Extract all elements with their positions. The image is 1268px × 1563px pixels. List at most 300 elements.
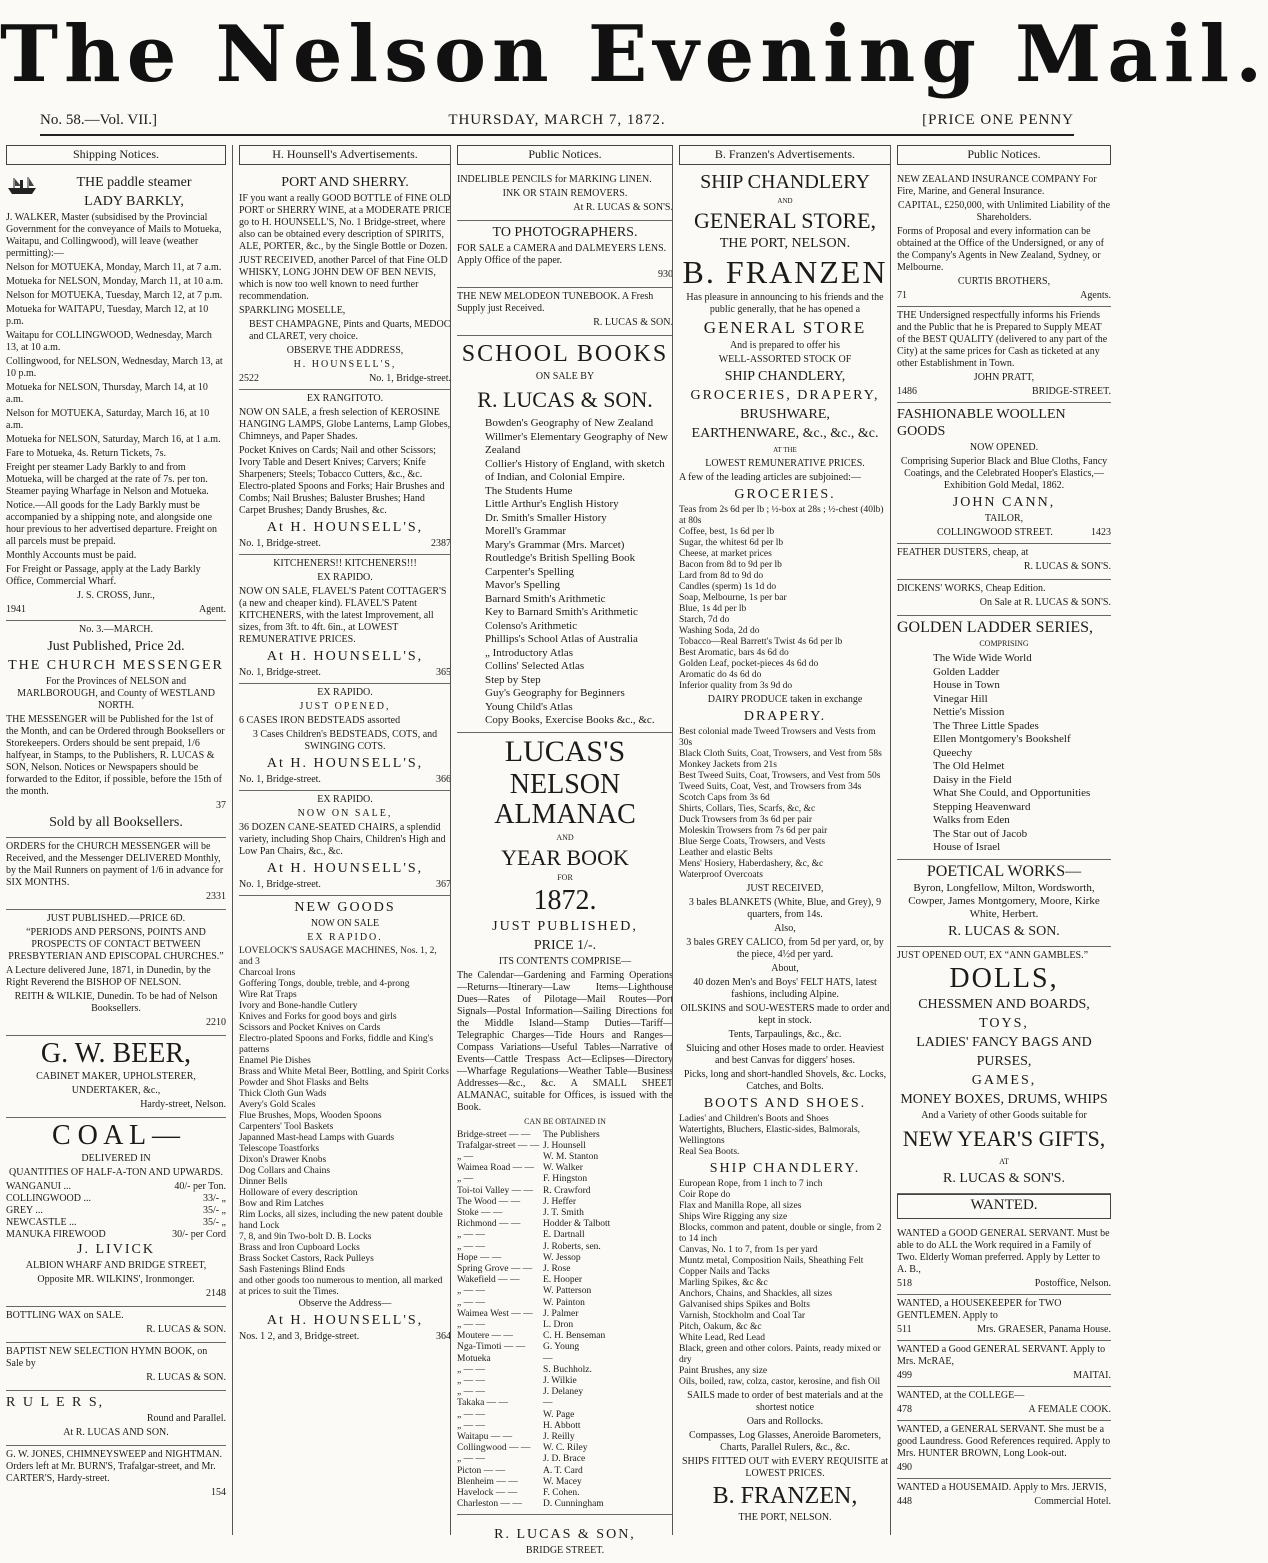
agent-name: W. Jessop bbox=[543, 1252, 581, 1263]
ad-title: GENERAL STORE bbox=[703, 318, 867, 337]
ad-line: 3 bales GREY CALICO, from 5d per yard, or, by the piece, 4½d per yard. bbox=[686, 937, 884, 960]
ad-body: INDELIBLE PENCILS for MARKING LINEN. bbox=[457, 174, 652, 185]
ad-number: 499 bbox=[897, 1369, 912, 1381]
ad-footer bbox=[897, 1278, 1111, 1290]
ad-title: SHIP CHANDLERY bbox=[700, 171, 870, 193]
ad-body: WANTED a Good GENERAL SERVANT. Apply to Mrs. McRAE, bbox=[897, 1343, 1106, 1367]
ad-line: JUST OPENED OUT, EX “ANN GAMBLES.” bbox=[897, 949, 1089, 961]
almanac-ad bbox=[457, 733, 673, 1516]
kitchener-ad bbox=[239, 555, 451, 684]
column-hounsell bbox=[232, 145, 451, 1535]
agent-name: G. Young bbox=[543, 1342, 580, 1353]
list-item: Carpenter's Spelling bbox=[485, 565, 575, 578]
list-item: Brass Socket Castors, Rack Pulleys bbox=[239, 1254, 374, 1264]
church-messenger-ad bbox=[6, 621, 226, 838]
ad-title: SCHOOL BOOKS bbox=[461, 341, 669, 367]
ad-body: BOTTLING WAX on SALE. bbox=[6, 1310, 124, 1321]
ad-line: GROCERIES, DRAPERY, bbox=[690, 388, 880, 403]
agent-name: J. Heffer bbox=[543, 1196, 577, 1207]
ad-line: A few of the leading articles are subjoined:— bbox=[679, 472, 861, 483]
list-item: Japanned Mast-head Lamps with Guards bbox=[239, 1133, 395, 1143]
agent-place: Trafalgar-street — — bbox=[457, 1140, 540, 1151]
ad-body: 36 DOZEN CANE-SEATED CHAIRS, a splendid variety, including Shop Chairs, Children's High and Low Pan Chairs, &c., &c. bbox=[239, 822, 446, 857]
ad-title: GOLDEN LADDER SERIES, bbox=[897, 619, 1093, 636]
list-item: Bow and Rim Latches bbox=[239, 1199, 324, 1209]
ad-body: Has pleasure in announcing to his friends and the public generally, that he has opened a bbox=[686, 292, 884, 315]
coal-price: 35/- „ bbox=[202, 1217, 226, 1228]
list-item: Flue Brushes, Mops, Wooden Spoons bbox=[239, 1111, 382, 1121]
agent-name: E. Dartnall bbox=[543, 1230, 585, 1241]
ad-number: 365 bbox=[436, 667, 451, 678]
ad-number: 448 bbox=[897, 1495, 912, 1507]
ad-title: JUST OPENED, bbox=[299, 701, 391, 712]
list-item: Routledge's British Spelling Book bbox=[485, 552, 636, 564]
list-item: Holloware of every description bbox=[239, 1188, 358, 1198]
list-item: Scissors and Pocket Knives on Cards bbox=[239, 1023, 381, 1033]
list-item: The Wide Wide World bbox=[933, 652, 1032, 664]
ad-body: CAPITAL, £250,000, with Unlimited Liability of the Shareholders. bbox=[897, 200, 1111, 223]
agent-place: „ — — bbox=[457, 1230, 485, 1241]
ad-title: NELSON ALMANAC bbox=[494, 768, 636, 830]
ad-body: The Calendar—Gardening and Farming Operations—Returns—Itinerary—Law Items—Lighthouse Dues—Rates of Pilotage—Mail Routes—Port Signals—Postal Information—Sailing Directions for the Middle Island—Stamp Duties—Tariff—Telegraphic Charges—Tide Hours and Ranges—Compass Variations—Useful Tables—Narrative of Events—Cattle Trespass Act—Eclipses—Directory—Wharfage Regulations—Weather Table—Business Addresses—&c., &c. A SMALL SHEET ALMANAC, suitable for Offices, is issued with the Book. bbox=[457, 969, 673, 1113]
ad-line: EARTHENWARE, &c., &c., &c. bbox=[691, 426, 879, 441]
ad-line: Nelson for MOTUEKA, Monday, March 11, at 7 a.m. bbox=[6, 262, 222, 273]
coal-type: GREY ... bbox=[6, 1205, 43, 1216]
ad-line: AT THE bbox=[773, 446, 797, 454]
coal-price: 30/- per Cord bbox=[172, 1229, 226, 1240]
wax-ad bbox=[6, 1307, 226, 1343]
ad-line: Picks, long and short-handled Shovels, &c. Locks, Catches, and Bolts. bbox=[683, 1069, 887, 1092]
list-item: Charcoal Irons bbox=[239, 968, 296, 978]
ad-line: SHIP CHANDLERY, bbox=[724, 369, 846, 384]
ad-address: No. 1, Bridge-street. bbox=[239, 667, 321, 678]
ad-title: TO PHOTOGRAPHERS. bbox=[492, 225, 638, 240]
ad-line: CABINET MAKER, UPHOLSTERER, bbox=[36, 1071, 196, 1082]
ad-line: EX RANGITOTO. bbox=[306, 393, 384, 404]
golden-ladder-ad bbox=[897, 616, 1111, 860]
ad-role: Agent. bbox=[199, 604, 226, 615]
list-item: Carpenters' Tool Baskets bbox=[239, 1122, 334, 1132]
ad-address: BRIDGE-STREET. bbox=[1032, 386, 1111, 397]
agent-name: W. Macey bbox=[543, 1476, 582, 1487]
ad-line: TAILOR, bbox=[984, 513, 1024, 524]
ad-footer bbox=[897, 1496, 1111, 1508]
list-item: Queechy bbox=[933, 746, 973, 759]
pencils-ad bbox=[457, 171, 673, 221]
ad-tail: Commercial Hotel. bbox=[1034, 1495, 1111, 1507]
agent-place: „ — — bbox=[457, 1420, 485, 1431]
agent-name: S. Buchholz. bbox=[543, 1364, 592, 1375]
list-item: The Students Hume bbox=[485, 484, 573, 497]
wanted-list bbox=[897, 1225, 1111, 1512]
issue-price: [PRICE ONE PENNY bbox=[922, 112, 1074, 128]
drapery-list: Best colonial made Tweed Trowsers and Vests from 30s Black Cloth Suits, Coat, Trowsers, and Vest from 58s Monkey Jackets from 21s Best Tweed Suits, Coat, Trowsers, and Vest from 50s Tweed Suits, Coat, Vest, and Trowsers from 34s Scotch Caps from 3s 6d Shirts, Collars, Ties, Scarfs, &c, &c Duck Trowsers from 3s 6d per pair Moleskin Trowsers from 7s 6d per pair Blue Serge Coats, Trowsers, and Vests Leather and elastic Belts Mens' Hosiery, Haberdashery, &c, &c Waterproof Overcoats bbox=[679, 727, 882, 880]
ad-line: For Freight or Passage, apply at the Lady Barkly Office, Commercial Wharf. bbox=[6, 564, 201, 587]
ad-line: Sluicing and other Hoses made to order. Heaviest and best Canvas for diggers' hoses. bbox=[686, 1043, 884, 1066]
franzen-name: B. FRANZEN bbox=[682, 254, 888, 290]
ad-role: Agents. bbox=[1080, 290, 1111, 301]
ad-line: Observe the Address— bbox=[298, 1298, 392, 1309]
agent-name: W. Walker bbox=[543, 1163, 583, 1174]
ad-line: About, bbox=[771, 963, 799, 974]
ad-body: ORDERS for the CHURCH MESSENGER will be Received, and the Messenger DELIVERED Monthly, by the Mail Runners on payment of 1/6 in advance for SIX MONTHS. bbox=[6, 841, 224, 888]
ad-line: NOW OPENED. bbox=[969, 442, 1039, 453]
agent-place: Stoke — — bbox=[457, 1207, 503, 1218]
coal-row bbox=[6, 1193, 226, 1205]
agent-name: J. Reilly bbox=[543, 1431, 575, 1442]
column-heading: B. Franzen's Advertisements. bbox=[679, 145, 891, 165]
ad-line: Motueka for NELSON, Thursday, March 14, at 10 a.m. bbox=[6, 382, 208, 405]
agent-name: J. Roberts, sen. bbox=[543, 1241, 601, 1252]
coal-price: 33/- „ bbox=[202, 1193, 226, 1204]
agent-place: „ — bbox=[457, 1174, 474, 1185]
agent-name: J. Delaney bbox=[543, 1387, 584, 1398]
ad-footer bbox=[897, 1370, 1111, 1382]
list-item: Collins' Selected Atlas bbox=[485, 660, 585, 672]
agent-place: Hope — — bbox=[457, 1252, 502, 1263]
ad-number: 367 bbox=[436, 879, 451, 890]
ad-sign: R. LUCAS & SON. bbox=[146, 1372, 226, 1383]
list-item: Electro-plated Spoons and Forks, fiddle and King's patterns bbox=[239, 1034, 434, 1055]
ad-address: Nos. 1 2, and 3, Bridge-street. bbox=[239, 1331, 360, 1342]
ad-title: DOLLS, bbox=[949, 962, 1059, 994]
list-item: Daisy in the Field bbox=[933, 773, 1012, 786]
ad-body: WANTED, a GENERAL SERVANT. She must be a good Laundress. Good References required. Apply to Mrs. HUNTER BROWN, Long Look-out. bbox=[897, 1423, 1111, 1459]
ad-address: No. 1, Bridge-street. bbox=[369, 373, 451, 384]
column-heading: Public Notices. bbox=[457, 145, 673, 165]
ad-address: COLLINGWOOD STREET. bbox=[937, 527, 1053, 538]
ad-sign: R. LUCAS & SON. bbox=[477, 387, 653, 412]
list-item: House in Town bbox=[933, 679, 1000, 691]
list-item: Stepping Heavenward bbox=[933, 800, 1031, 813]
ad-sign: At H. HOUNSELL'S, bbox=[266, 756, 424, 771]
melodeon-ad bbox=[457, 288, 673, 336]
list-item: Key to Barnard Smith's Arithmetic bbox=[485, 606, 638, 618]
dolls-ad bbox=[897, 947, 1111, 1194]
ad-line: No. 3.—MARCH. bbox=[79, 624, 153, 635]
school-books-ad bbox=[457, 336, 673, 733]
ad-number: 2522 bbox=[239, 373, 259, 384]
ad-sign: At H. HOUNSELL'S, bbox=[266, 649, 424, 664]
ad-line: Oars and Rollocks. bbox=[746, 1416, 824, 1427]
ad-body: WANTED a HOUSEMAID. Apply to Mrs. JERVIS, bbox=[897, 1481, 1107, 1493]
ad-body: DICKENS' WORKS, Cheap Edition. bbox=[897, 583, 1046, 594]
coal-row bbox=[6, 1229, 226, 1241]
ad-body: G. W. JONES, CHIMNEYSWEEP and NIGHTMAN. Orders left at Mr. BURN'S, Trafalgar-street, and Mr. CARTER'S, Hardy-street. bbox=[6, 1449, 223, 1484]
ad-number: 37 bbox=[216, 800, 226, 811]
agent-place: „ — — bbox=[457, 1319, 485, 1330]
list-item: Vinegar Hill bbox=[933, 692, 988, 705]
ad-line: OBSERVE THE ADDRESS, bbox=[286, 345, 404, 356]
ad-line: Notice.—All goods for the Lady Barkly must be accompanied by a shipping note, and alongside one hour previous to her advertised departure. Freight on all parcels must be prepaid. bbox=[6, 500, 218, 547]
agent-place: „ — — bbox=[457, 1409, 485, 1420]
list-item: Rim Locks, all sizes, including the new patent double hand Lock bbox=[239, 1210, 443, 1231]
ad-line: Compasses, Log Glasses, Aneroide Barometers, Charts, Parallel Rulers, &c., &c. bbox=[689, 1430, 881, 1453]
ad-line: UNDERTAKER, &c., bbox=[71, 1085, 161, 1096]
agent-name: J. D. Brace bbox=[543, 1454, 586, 1465]
ad-line: PRICE 1/-. bbox=[533, 937, 597, 953]
ad-sign: R. LUCAS & SON. bbox=[593, 317, 673, 328]
section-heading: BOOTS AND SHOES. bbox=[703, 1096, 867, 1111]
list-item: Brass and Iron Cupboard Locks bbox=[239, 1243, 360, 1253]
agent-name: The Publishers bbox=[543, 1129, 600, 1140]
agent-place: „ — — bbox=[457, 1241, 485, 1252]
agent-name: — bbox=[543, 1353, 553, 1364]
agent-name: W. Painton bbox=[543, 1297, 585, 1308]
list-item: Thick Cloth Gun Wads bbox=[239, 1089, 327, 1099]
ad-title: FASHIONABLE WOOLLEN GOODS bbox=[897, 407, 1066, 439]
ad-address: BRIDGE STREET. bbox=[525, 1545, 605, 1557]
ad-line: And a Variety of other Goods suitable for bbox=[921, 1109, 1087, 1121]
ad-line: WELL-ASSORTED STOCK OF bbox=[718, 354, 852, 365]
list-item: Telescope Toastforks bbox=[239, 1144, 320, 1154]
list-item: Young Child's Atlas bbox=[485, 700, 573, 713]
ad-line: And is prepared to offer his bbox=[729, 340, 841, 351]
ad-address: No. 1, Bridge-street. bbox=[239, 538, 321, 549]
ad-line: TOYS, bbox=[979, 1015, 1029, 1031]
list-item: Goffering Tongs, double, treble, and 4-prong bbox=[239, 979, 410, 989]
ad-body: FOR SALE a CAMERA and DALMEYERS LENS. Apply Office of the paper. bbox=[457, 243, 667, 266]
list-item: Dinner Bells bbox=[239, 1177, 288, 1187]
ad-body: IF you want a really GOOD BOTTLE of FINE OLD PORT or SHERRY WINE, at a MODERATE PRICE go to H. HOUNSELL'S, No. 1 Bridge-street, where also can be obtained every description of SPIRITS, ALE, PORTER, &c., by the Single Bottle or Dozen. bbox=[239, 193, 451, 252]
list-item: Mary's Grammar (Mrs. Marcet) bbox=[485, 538, 625, 551]
ad-line: DAIRY PRODUCE taken in exchange bbox=[707, 694, 863, 705]
bedsteads-ad bbox=[239, 684, 451, 791]
ad-line: NOW ON SALE bbox=[310, 918, 380, 929]
column-heading: Shipping Notices. bbox=[6, 145, 226, 165]
agent-place: Waimea West — — bbox=[457, 1308, 533, 1319]
boots-list: Ladies' and Children's Boots and Shoes Watertights, Bluchers, Elastic-sides, Balmorals, Wellingtons Real Sea Boots. bbox=[679, 1114, 861, 1157]
orders-ad bbox=[6, 838, 226, 910]
list-item: Collier's History of England, with sketch of Indian, and Colonial Empire. bbox=[485, 457, 665, 483]
list-item: Enamel Pie Dishes bbox=[239, 1056, 311, 1066]
jones-ad bbox=[6, 1446, 226, 1505]
ad-line: EX RAPIDO. bbox=[317, 572, 373, 583]
agent-place: Collingwood — — bbox=[457, 1443, 531, 1454]
agent-name: H. Abbott bbox=[543, 1420, 581, 1431]
feather-ad bbox=[897, 544, 1111, 580]
hymn-ad bbox=[6, 1343, 226, 1391]
agent-place: „ — — bbox=[457, 1286, 485, 1297]
agent-name: W. M. Stanton bbox=[543, 1151, 599, 1162]
agent-name: Hodder & Talbott bbox=[543, 1219, 611, 1230]
periods-ad bbox=[6, 910, 226, 1036]
agent-place: „ — — bbox=[457, 1454, 485, 1465]
list-item: The Three Little Spades bbox=[933, 719, 1039, 732]
ad-body: THE MESSENGER will be Published for the 1st of the Month, and can be Ordered through Booksellers or Storekeepers. Orders should be sent prepaid, 1/6 halfyear, in Stamps, to the Publishers, R. LUCAS & SON, Nelson. Notices or Newspapers should be forwarded to the Editor, if possible, before the 15th of the month. bbox=[6, 714, 225, 797]
section-heading: DRAPERY. bbox=[743, 709, 827, 724]
agent-place: Blenheim — — bbox=[457, 1476, 518, 1487]
agent-place: Bridge-street — — bbox=[457, 1129, 531, 1140]
ad-title: C O A L — bbox=[51, 1120, 181, 1151]
ad-line: ON SALE BY bbox=[535, 371, 595, 382]
rangitoto-ad bbox=[239, 390, 451, 555]
ad-sign: H. HOUNSELL'S, bbox=[293, 359, 397, 370]
coal-price: 40/- per Ton. bbox=[174, 1181, 226, 1192]
poetical-ad bbox=[897, 860, 1111, 947]
ad-title: THE CHURCH MESSENGER bbox=[8, 658, 224, 673]
coal-row bbox=[6, 1181, 226, 1193]
ad-line: Waitapu for COLLINGWOOD, Wednesday, March 13, at 10 a.m. bbox=[6, 330, 212, 353]
ad-line: Motueka for WAITAPU, Tuesday, March 12, at 10 p.m. bbox=[6, 304, 209, 327]
list-item: „ Introductory Atlas bbox=[485, 646, 573, 659]
wanted-ad bbox=[897, 1479, 1111, 1512]
agent-place: „ — — bbox=[457, 1375, 485, 1386]
ad-body: Comprising Superior Black and Blue Cloths, Fancy Coatings, and the Celebrated Hooper's Elastics,—Exhibition Gold Medal, 1862. bbox=[900, 456, 1108, 491]
coal-type: WANGANUI ... bbox=[6, 1181, 71, 1192]
ad-line: EX RAPIDO. bbox=[317, 687, 373, 698]
agent-name: R. Crawford bbox=[543, 1185, 591, 1196]
agent-place: Charleston — — bbox=[457, 1499, 522, 1510]
column-shipping bbox=[6, 145, 226, 1535]
ad-line: EX RAPIDO. bbox=[317, 794, 373, 805]
agent-name: W. Patterson bbox=[543, 1286, 592, 1297]
agent-place: „ — — bbox=[457, 1364, 485, 1375]
ad-number: 1486 bbox=[897, 386, 917, 397]
list-item: The Old Helmet bbox=[933, 760, 1005, 772]
ad-body: NOW ON SALE, a fresh selection of KEROSINE HANGING LAMPS, Globe Lanterns, Lamp Globes, Chimneys, and Paper Shades. bbox=[239, 407, 451, 442]
ad-line: Nelson for MOTUEKA, Saturday, March 16, at 10 a.m. bbox=[6, 408, 210, 431]
agent-place: Richmond — — bbox=[457, 1219, 521, 1230]
list-item: Bowden's Geography of New Zealand bbox=[485, 417, 654, 429]
ad-sign: At H. HOUNSELL'S, bbox=[266, 861, 424, 876]
ad-tail: A FEMALE COOK. bbox=[1028, 1403, 1111, 1415]
ad-line: Collingwood, for NELSON, Wednesday, March 13, at 10 p.m. bbox=[6, 356, 223, 379]
list-item: Dog Collars and Chains bbox=[239, 1166, 331, 1176]
ad-title: NOW ON SALE, bbox=[297, 808, 393, 819]
insurance-ad bbox=[897, 171, 1111, 307]
ad-line: LOWEST REMUNERATIVE PRICES. bbox=[705, 458, 865, 469]
ad-body: 6 CASES IRON BEDSTEADS assorted bbox=[239, 715, 401, 726]
ad-sign: On Sale at R. LUCAS & SON'S. bbox=[979, 597, 1111, 608]
agent-place: Motueka bbox=[457, 1353, 491, 1364]
list-item: Dixon's Drawer Knobs bbox=[239, 1155, 327, 1165]
ad-line: CAN BE OBTAINED IN bbox=[524, 1116, 606, 1126]
coal-price: 35/- „ bbox=[202, 1205, 226, 1216]
ad-number: 511 bbox=[897, 1323, 912, 1335]
ad-tail: MAITAI. bbox=[1073, 1369, 1111, 1381]
golden-ladder-list bbox=[897, 652, 1111, 855]
groceries-list: Teas from 2s 6d per lb ; ½-box at 28s ; ½-chest (40lb) at 80s Coffee, best, 1s 6d per lb Sugar, the whitest 6d per lb Cheese, at market prices Bacon from 8d to 9d per lb Lard from 8d to 9d do Candles (sperm) 1s 1d do Soap, Melbourne, 1s per bar Blue, 1s 4d per lb Starch, 7d do Washing Soda, 2d do Tobacco—Real Barrett's Twist 4s 6d per lb Best Aromatic, bars 4s 6d do Golden Leaf, pocket-pieces 4s 6d do Aromatic do 4s 6d do Inferior quality from 3s 9d do bbox=[679, 505, 884, 691]
ad-sign: R. LUCAS & SON. bbox=[146, 1324, 226, 1335]
ad-tail: Postoffice, Nelson. bbox=[1034, 1277, 1111, 1289]
ad-line: MONEY BOXES, DRUMS, WHIPS bbox=[900, 1091, 1108, 1107]
ad-sign: At H. HOUNSELL'S, bbox=[266, 1313, 424, 1328]
ad-line: ITS CONTENTS COMPRISE— bbox=[498, 955, 632, 967]
ad-number: 2331 bbox=[206, 891, 226, 902]
list-item: Copy Books, Exercise Books &c., &c. bbox=[485, 714, 655, 726]
ad-sign: At R. LUCAS AND SON. bbox=[63, 1427, 169, 1438]
port-sherry-ad bbox=[239, 171, 451, 390]
ad-line: 3 bales BLANKETS (White, Blue, and Grey), 9 quarters, from 14s. bbox=[688, 897, 882, 920]
ad-line: 40 dozen Men's and Boys' FELT HATS, latest fashions, including Alpine. bbox=[693, 977, 877, 1000]
ad-title: NEW YEAR'S GIFTS, bbox=[902, 1125, 1106, 1151]
ad-address: No. 1, Bridge-street. bbox=[239, 774, 321, 785]
new-goods-ad bbox=[239, 896, 451, 1347]
list-item: Phillips's School Atlas of Australia bbox=[485, 633, 638, 645]
list-item: Walks from Eden bbox=[933, 814, 1010, 826]
ad-body: WANTED a GOOD GENERAL SERVANT. Must be able to do ALL the Work required in a Family of Two. Elderly Woman preferred. Apply by Letter to A. B., bbox=[897, 1227, 1110, 1275]
rulers-ad bbox=[6, 1391, 226, 1446]
issue-number: No. 58.—Vol. VII.] bbox=[40, 112, 157, 128]
ad-body: JUST RECEIVED, another Parcel of that Fine OLD WHISKY, LONG JOHN DEW OF BEN NEVIS, which is now too well known to need further recommendation. bbox=[239, 255, 448, 302]
masthead-bar bbox=[40, 112, 1074, 136]
wanted-ad bbox=[897, 1421, 1111, 1479]
ad-title: POETICAL WORKS— bbox=[926, 862, 1082, 880]
ad-line: JUST PUBLISHED.—PRICE 6D. bbox=[46, 913, 186, 924]
list-item: LOVELOCK'S SAUSAGE MACHINES, Nos. 1, 2, and 3 bbox=[239, 946, 437, 967]
section-heading: SHIP CHANDLERY. bbox=[709, 1161, 861, 1176]
lady-barkly-ad bbox=[6, 171, 226, 621]
ad-line: Freight per steamer Lady Barkly to and from Motueka, will be charged at the rate of 7s. per ton. Steamer paying Wharfage in Nelson and Motueka. bbox=[6, 462, 209, 497]
agent-name: F. Cohen. bbox=[543, 1488, 580, 1498]
ad-title: GENERAL STORE, bbox=[693, 208, 877, 233]
ad-number: 2210 bbox=[206, 1017, 226, 1028]
agent-name: W. Page bbox=[543, 1409, 575, 1420]
list-item: Guy's Geography for Beginners bbox=[485, 687, 625, 699]
chairs-ad bbox=[239, 791, 451, 896]
agent-name: D. Cunningham bbox=[543, 1499, 604, 1510]
ad-body: WANTED, at the COLLEGE— bbox=[897, 1389, 1025, 1401]
ad-body: 3 Cases Children's BEDSTEADS, COTS, and SWINGING COTS. bbox=[252, 729, 438, 752]
column-heading: Public Notices. bbox=[897, 145, 1111, 165]
ad-number: 366 bbox=[436, 774, 451, 785]
ad-tail: Mrs. GRAESER, Panama House. bbox=[977, 1323, 1111, 1335]
ad-number: 364 bbox=[436, 1331, 451, 1342]
list-item: Step by Step bbox=[485, 673, 541, 686]
ad-title: 1872. bbox=[533, 884, 597, 916]
school-book-list bbox=[457, 417, 673, 728]
ad-title: G. W. BEER, bbox=[40, 1038, 192, 1069]
franzen-name: B. FRANZEN, bbox=[712, 1483, 858, 1509]
ad-number: 71 bbox=[897, 290, 907, 301]
ad-title: R U L E R S, bbox=[6, 1395, 105, 1410]
ad-line: EX RAPIDO. bbox=[307, 932, 383, 943]
list-item: Powder and Shot Flasks and Belts bbox=[239, 1078, 369, 1088]
coal-type: NEWCASTLE ... bbox=[6, 1217, 77, 1228]
ad-line: Round and Parallel. bbox=[146, 1413, 226, 1424]
ad-line: THE paddle steamer bbox=[76, 175, 192, 190]
ad-footer bbox=[897, 1404, 1111, 1416]
ad-number: 2387 bbox=[431, 538, 451, 549]
list-item: Colenso's Arithmetic bbox=[485, 619, 578, 632]
issue-date: THURSDAY, MARCH 7, 1872. bbox=[448, 112, 666, 128]
ad-line: DELIVERED IN bbox=[81, 1153, 151, 1164]
ad-line: SAILS made to order of best materials and at the shortest notice bbox=[687, 1390, 883, 1413]
list-item: 7, 8, and 9in Two-bolt D. B. Locks bbox=[239, 1232, 372, 1242]
ad-number: 2148 bbox=[206, 1288, 226, 1299]
ad-number: 478 bbox=[897, 1403, 912, 1415]
pratt-ad bbox=[897, 307, 1111, 403]
ad-number: 930 bbox=[658, 269, 673, 280]
ad-title: KITCHENERS!! KITCHENERS!!! bbox=[273, 558, 417, 569]
coal-row bbox=[6, 1205, 226, 1217]
ad-title: LUCAS'S bbox=[504, 734, 626, 768]
list-item: Wire Rat Traps bbox=[239, 990, 297, 1000]
list-item: Mavor's Spelling bbox=[485, 579, 561, 591]
ad-line: Tents, Tarpaulings, &c., &c. bbox=[728, 1029, 842, 1040]
agent-name: J. Rose bbox=[543, 1263, 571, 1274]
ad-line: SHIPS FITTED OUT with EVERY REQUISITE at LOWEST PRICES. bbox=[681, 1456, 889, 1479]
column-public-notices-2 bbox=[890, 145, 1111, 1535]
ad-line: OILSKINS and SOU-WESTERS made to order and kept in stock. bbox=[680, 1003, 890, 1026]
ad-line: BRUSHWARE, bbox=[740, 407, 830, 422]
column-heading: H. Hounsell's Advertisements. bbox=[239, 145, 451, 165]
agent-place: The Wood — — bbox=[457, 1196, 521, 1207]
list-item: and other goods too numerous to mention, all marked at prices to suit the Times. bbox=[239, 1276, 443, 1297]
agent-place: Takaka — — bbox=[457, 1398, 509, 1409]
ad-line: AT bbox=[999, 1156, 1009, 1166]
